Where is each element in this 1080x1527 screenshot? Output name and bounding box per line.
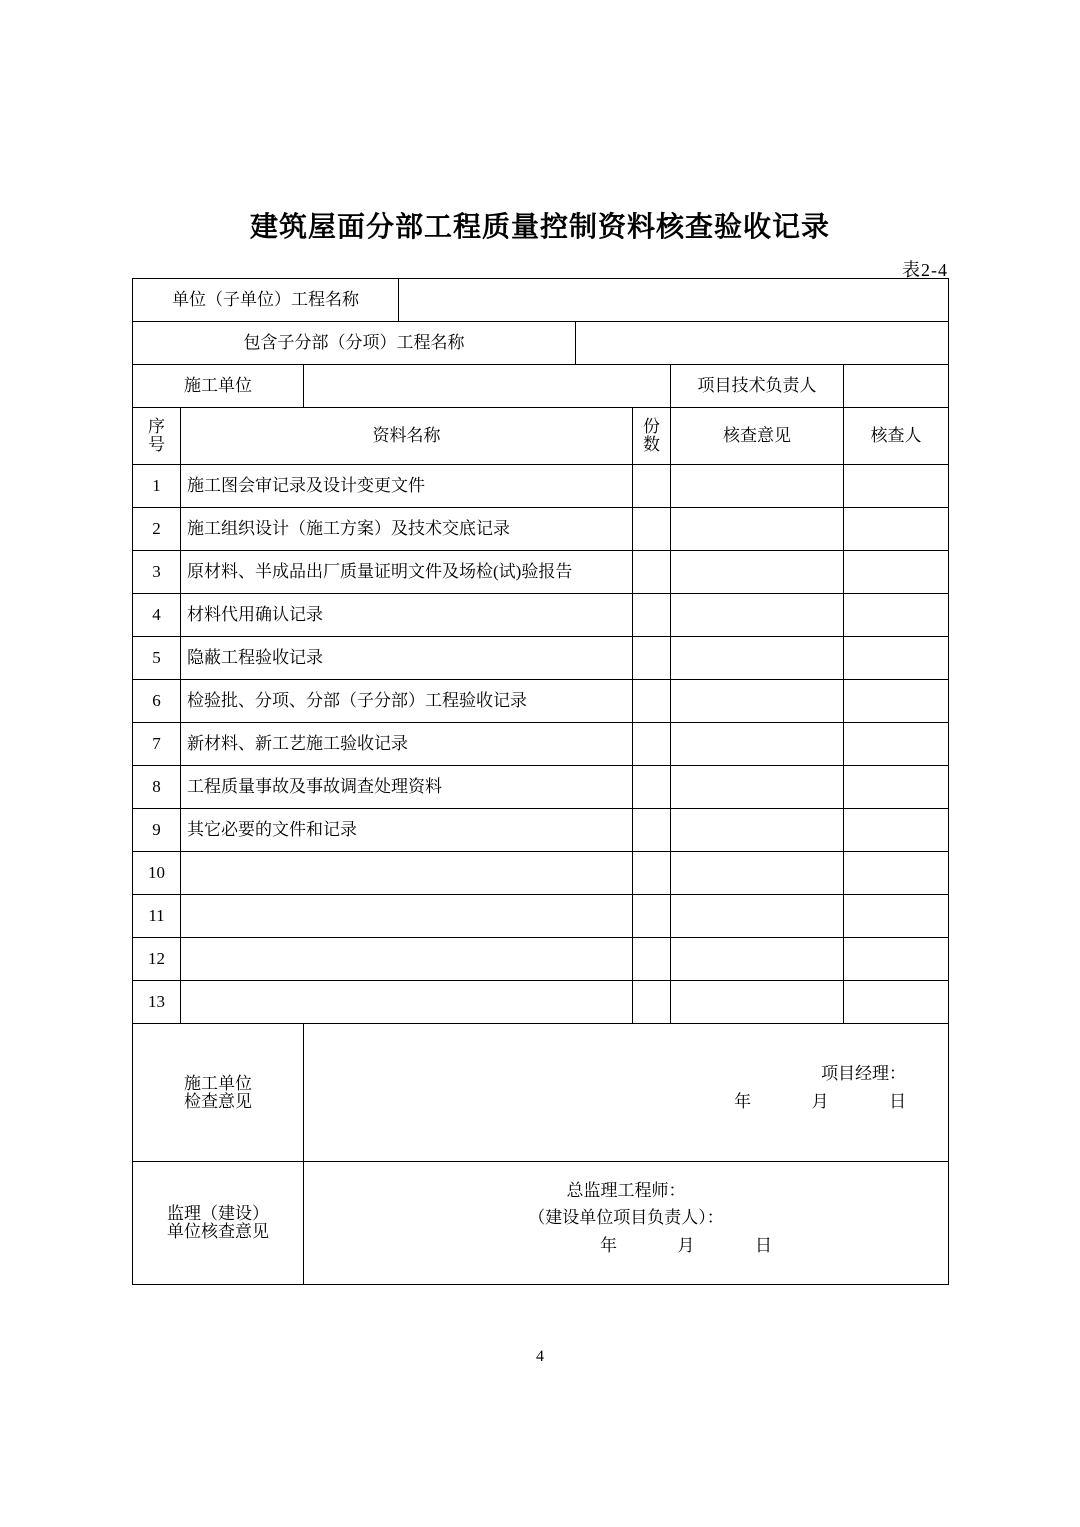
row-copies[interactable] xyxy=(633,723,671,766)
row-index: 13 xyxy=(133,981,181,1024)
row-copies[interactable] xyxy=(633,508,671,551)
row-opinion[interactable] xyxy=(671,594,844,637)
row-index: 7 xyxy=(133,723,181,766)
row-index: 12 xyxy=(133,938,181,981)
date-day: 日 xyxy=(755,1235,773,1255)
row-index: 10 xyxy=(133,852,181,895)
row-checker[interactable] xyxy=(844,981,949,1024)
table-row xyxy=(133,852,949,895)
column-header-opinion: 核查意见 xyxy=(671,408,844,465)
date-month: 月 xyxy=(811,1091,829,1111)
row-material-name: 其它必要的文件和记录 xyxy=(181,809,633,852)
row-copies[interactable] xyxy=(633,938,671,981)
row-opinion[interactable] xyxy=(671,981,844,1024)
row-material-name[interactable] xyxy=(181,938,633,981)
row-index: 3 xyxy=(133,551,181,594)
row-index: 4 xyxy=(133,594,181,637)
sub-project-value[interactable] xyxy=(576,322,949,365)
column-header-checker: 核查人 xyxy=(844,408,949,465)
sub-project-label: 包含子分部（分项）工程名称 xyxy=(133,322,576,365)
row-material-name[interactable] xyxy=(181,852,633,895)
row-sub-project-name xyxy=(133,322,949,365)
date-line xyxy=(600,1232,772,1259)
row-index: 9 xyxy=(133,809,181,852)
row-index: 8 xyxy=(133,766,181,809)
supervision-opinion-value[interactable] xyxy=(304,1162,949,1285)
table-row xyxy=(133,766,949,809)
construction-opinion-label-line2: 检查意见 xyxy=(184,1091,252,1111)
column-header-name: 资料名称 xyxy=(181,408,633,465)
row-material-name: 工程质量事故及事故调查处理资料 xyxy=(181,766,633,809)
row-checker[interactable] xyxy=(844,938,949,981)
row-checker[interactable] xyxy=(844,637,949,680)
column-header-index-line1: 序 xyxy=(148,417,165,437)
supervision-signature-block xyxy=(310,1177,942,1269)
row-opinion[interactable] xyxy=(671,508,844,551)
form-number: 表2-4 xyxy=(902,260,948,280)
project-name-value[interactable] xyxy=(399,279,949,322)
table-row xyxy=(133,680,949,723)
construction-unit-leader-label: （建设单位项目负责人）： xyxy=(528,1208,724,1228)
row-index: 1 xyxy=(133,465,181,508)
table-row xyxy=(133,465,949,508)
row-checker[interactable] xyxy=(844,551,949,594)
column-header-index-line2: 号 xyxy=(148,435,165,454)
construction-opinion-value[interactable] xyxy=(304,1024,949,1162)
row-opinion[interactable] xyxy=(671,766,844,809)
row-opinion[interactable] xyxy=(671,723,844,766)
row-material-name: 施工图会审记录及设计变更文件 xyxy=(181,465,633,508)
table-row xyxy=(133,508,949,551)
table-header-row xyxy=(133,408,949,465)
row-copies[interactable] xyxy=(633,637,671,680)
row-material-name: 材料代用确认记录 xyxy=(181,594,633,637)
column-header-index xyxy=(133,408,181,465)
date-year: 年 xyxy=(600,1235,618,1255)
tech-leader-label: 项目技术负责人 xyxy=(671,365,844,408)
date-month: 月 xyxy=(677,1235,695,1255)
date-day: 日 xyxy=(889,1091,907,1111)
table-row xyxy=(133,637,949,680)
page-number: 4 xyxy=(536,1348,544,1365)
row-copies[interactable] xyxy=(633,766,671,809)
construction-unit-label: 施工单位 xyxy=(133,365,304,408)
row-index: 6 xyxy=(133,680,181,723)
supervision-opinion-label xyxy=(133,1162,304,1285)
column-header-copies-line2: 数 xyxy=(643,435,661,454)
row-copies[interactable] xyxy=(633,852,671,895)
row-material-name: 施工组织设计（施工方案）及技术交底记录 xyxy=(181,508,633,551)
row-opinion[interactable] xyxy=(671,938,844,981)
construction-opinion-label-line1: 施工单位 xyxy=(184,1073,252,1093)
project-name-label: 单位（子单位）工程名称 xyxy=(133,279,399,322)
row-copies[interactable] xyxy=(633,551,671,594)
chief-supervisor-label: 总监理工程师： xyxy=(566,1181,686,1201)
row-material-name[interactable] xyxy=(181,895,633,938)
date-line xyxy=(734,1088,906,1115)
row-opinion[interactable] xyxy=(671,637,844,680)
row-checker[interactable] xyxy=(844,766,949,809)
row-opinion[interactable] xyxy=(671,895,844,938)
row-checker[interactable] xyxy=(844,594,949,637)
table-row xyxy=(133,981,949,1024)
project-manager-label: 项目经理： xyxy=(821,1064,907,1084)
row-checker[interactable] xyxy=(844,508,949,551)
row-checker[interactable] xyxy=(844,895,949,938)
table-row xyxy=(133,594,949,637)
supervision-opinion-label-line2: 单位核查意见 xyxy=(167,1222,269,1241)
construction-unit-value[interactable] xyxy=(304,365,671,408)
table-row xyxy=(133,723,949,766)
row-opinion[interactable] xyxy=(671,551,844,594)
supervision-opinion-label-line1: 监理（建设） xyxy=(167,1204,269,1224)
row-opinion[interactable] xyxy=(671,680,844,723)
row-project-name xyxy=(133,279,949,322)
row-material-name: 原材料、半成品出厂质量证明文件及场检(试)验报告 xyxy=(181,551,633,594)
table-row xyxy=(133,895,949,938)
row-copies[interactable] xyxy=(633,809,671,852)
row-checker[interactable] xyxy=(844,852,949,895)
row-construction-unit xyxy=(133,365,949,408)
row-index: 5 xyxy=(133,637,181,680)
row-copies[interactable] xyxy=(633,594,671,637)
row-checker[interactable] xyxy=(844,680,949,723)
row-index: 2 xyxy=(133,508,181,551)
row-material-name: 检验批、分项、分部（子分部）工程验收记录 xyxy=(181,680,633,723)
row-copies[interactable] xyxy=(633,981,671,1024)
column-header-copies-line1: 份 xyxy=(643,417,661,437)
construction-opinion-label xyxy=(133,1024,304,1162)
row-checker[interactable] xyxy=(844,465,949,508)
row-checker[interactable] xyxy=(844,809,949,852)
row-opinion[interactable] xyxy=(671,809,844,852)
tech-leader-value[interactable] xyxy=(844,365,949,408)
row-material-name: 新材料、新工艺施工验收记录 xyxy=(181,723,633,766)
column-header-copies xyxy=(633,408,671,465)
construction-signature-block xyxy=(310,1060,942,1124)
row-opinion[interactable] xyxy=(671,465,844,508)
row-opinion[interactable] xyxy=(671,852,844,895)
row-supervision-opinion xyxy=(133,1162,949,1285)
page-title: 建筑屋面分部工程质量控制资料核查验收记录 xyxy=(249,210,830,243)
row-material-name: 隐蔽工程验收记录 xyxy=(181,637,633,680)
row-checker[interactable] xyxy=(844,723,949,766)
table-row xyxy=(133,938,949,981)
row-construction-opinion xyxy=(133,1024,949,1162)
table-row xyxy=(133,551,949,594)
row-copies[interactable] xyxy=(633,895,671,938)
quality-control-checklist-table xyxy=(132,278,949,1285)
row-index: 11 xyxy=(133,895,181,938)
row-material-name[interactable] xyxy=(181,981,633,1024)
table-row xyxy=(133,809,949,852)
row-copies[interactable] xyxy=(633,680,671,723)
row-copies[interactable] xyxy=(633,465,671,508)
date-year: 年 xyxy=(734,1091,752,1111)
